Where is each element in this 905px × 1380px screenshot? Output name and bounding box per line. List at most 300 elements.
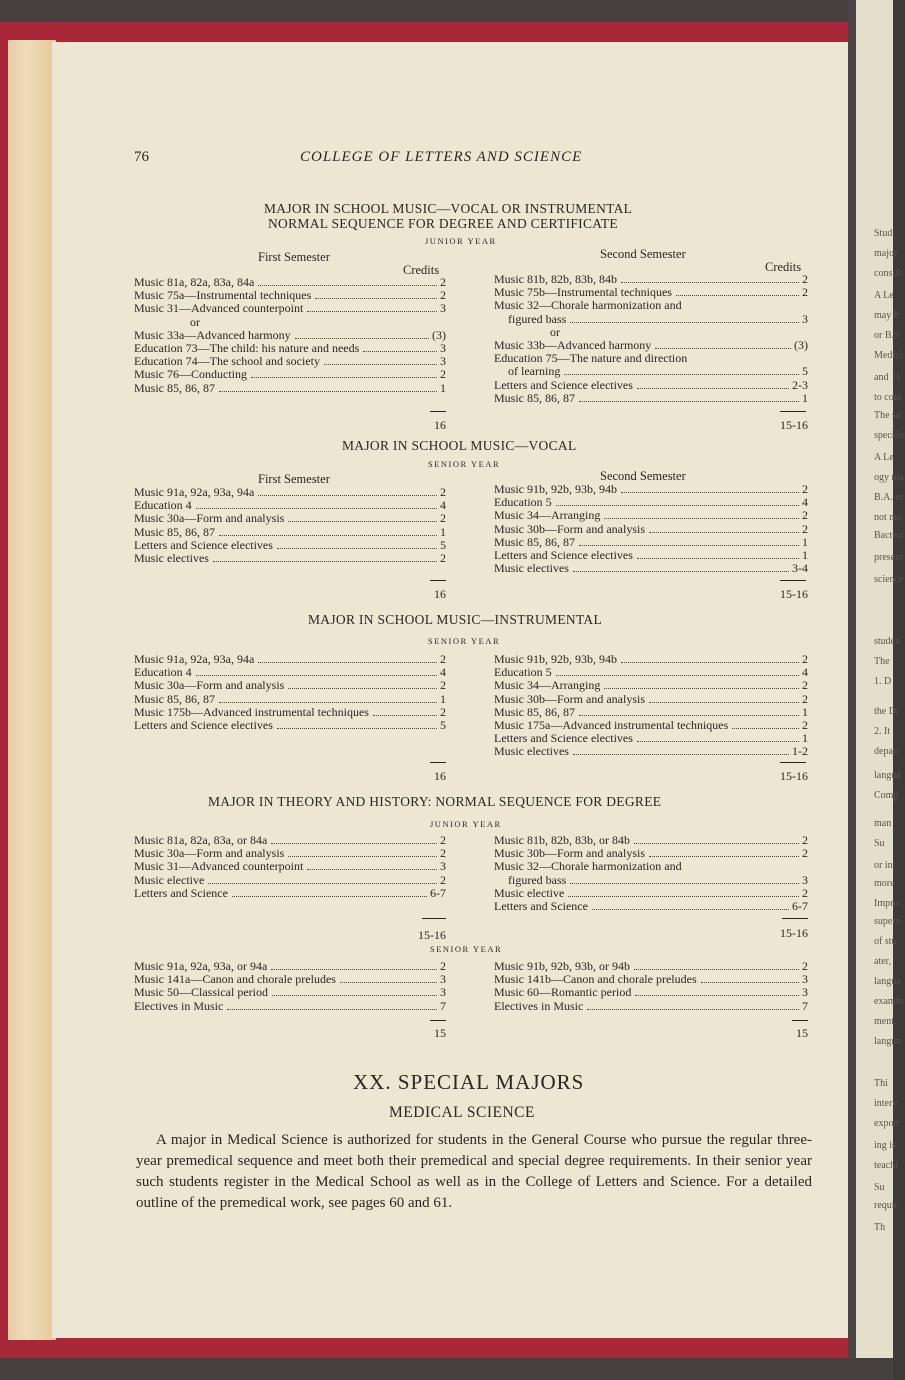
course-name: Music 76—Conducting: [134, 367, 247, 382]
course-name: of learning: [508, 364, 561, 379]
course-name: Music 91a, 92a, 93a, or 94a: [134, 959, 268, 973]
facing-page-text: A Le: [874, 452, 894, 463]
section-subtitle: NORMAL SEQUENCE FOR DEGREE AND CERTIFICATE: [268, 216, 618, 231]
course-credits: 1: [802, 731, 808, 746]
course-row: [494, 692, 808, 706]
course-name: Music 30b—Form and analysis: [494, 521, 645, 536]
course-row: [134, 275, 446, 289]
course-row: [134, 886, 446, 900]
course-credits: 2: [802, 959, 808, 973]
course-credits: 1: [802, 548, 808, 562]
course-row: [494, 705, 808, 719]
course-name: Music electives: [494, 744, 569, 759]
course-credits: 4: [802, 495, 808, 510]
course-name: figured bass: [508, 872, 567, 887]
facing-page-text: langua: [874, 770, 901, 781]
course-name: Music 30a—Form and analysis: [134, 511, 285, 526]
course-row: [134, 665, 446, 679]
dot-leader: [621, 492, 799, 493]
course-name: Music 85, 86, 87: [134, 380, 215, 395]
course-credits: 3: [440, 985, 446, 1000]
course-name: Education 5: [494, 495, 552, 510]
facing-page-text: Stud: [874, 228, 893, 239]
course-credits: 2: [802, 652, 808, 666]
course-row: [134, 301, 446, 315]
credit-total: 15-16: [780, 418, 808, 432]
course-name: Music 91b, 92b, 93b, 94b: [494, 482, 617, 496]
course-name: or: [550, 324, 560, 339]
course-row: [494, 351, 808, 365]
dot-leader: [573, 754, 789, 755]
course-credits: 1: [802, 534, 808, 549]
course-row: [508, 873, 808, 887]
course-row: [134, 833, 446, 847]
course-name: Music 33b—Advanced harmony: [494, 338, 652, 352]
facing-page-text: Su: [874, 838, 885, 849]
dot-leader: [621, 282, 799, 283]
course-name: Music 30a—Form and analysis: [134, 846, 285, 861]
course-name: Music 30b—Form and analysis: [494, 846, 645, 861]
total-rule: [430, 580, 446, 581]
facing-page-text: major: [874, 248, 898, 259]
facing-page-text: more: [874, 878, 895, 889]
course-row: [134, 511, 446, 525]
course-name: Music 31—Advanced counterpoint: [134, 859, 304, 874]
dot-leader: [288, 521, 437, 522]
course-credits: 3: [440, 354, 446, 369]
dot-leader: [579, 715, 799, 716]
course-name: Music 85, 86, 87: [494, 534, 575, 549]
course-credits: (3): [794, 338, 808, 352]
section-title: MAJOR IN SCHOOL MUSIC—VOCAL: [342, 438, 577, 453]
course-name: Music 34—Arranging: [494, 678, 601, 693]
credit-total: 15-16: [780, 769, 808, 783]
facing-page-text: Medici: [874, 350, 903, 361]
dot-leader: [634, 969, 799, 970]
subheading: MEDICAL SCIENCE: [389, 1104, 535, 1121]
year-label: SENIOR YEAR: [428, 459, 501, 469]
course-name: Music elective: [134, 872, 205, 887]
page-number: 76: [134, 149, 149, 165]
section-title: MAJOR IN THEORY AND HISTORY: NORMAL SEQUENCE FOR DEGREE: [208, 794, 662, 809]
dot-leader: [271, 843, 437, 844]
dot-leader: [732, 728, 799, 729]
course-row: [134, 718, 446, 732]
course-name: Music 30b—Form and analysis: [494, 691, 645, 706]
facing-page-text: langua: [874, 976, 901, 987]
course-row: [134, 288, 446, 302]
dot-leader: [579, 545, 799, 546]
course-row: [494, 731, 808, 745]
course-row: [494, 972, 808, 986]
course-credits: 2: [802, 718, 808, 732]
course-row: [134, 859, 446, 873]
course-name: Education 4: [134, 498, 192, 513]
facing-page-text: examin: [874, 996, 904, 1007]
course-name: Music 91a, 92a, 93a, 94a: [134, 485, 255, 499]
course-row: [494, 535, 808, 549]
dot-leader: [219, 391, 437, 392]
course-credits: 2: [440, 833, 446, 847]
facing-page-text: A Le: [874, 290, 894, 301]
dot-leader: [592, 909, 789, 910]
course-name: Music 81a, 82a, 83a, 84a: [134, 275, 255, 289]
course-credits: 2: [802, 272, 808, 286]
facing-page-text: man: [874, 818, 892, 829]
dot-leader: [232, 896, 427, 897]
course-name: Music 32—Chorale harmonization and: [494, 298, 682, 313]
dot-leader: [288, 856, 437, 857]
course-name: Music 141a—Canon and chorale preludes: [134, 972, 336, 987]
course-row: [134, 678, 446, 692]
course-credits: 6-7: [430, 885, 446, 900]
dot-leader: [277, 548, 437, 549]
semester-heading: Second Semester: [600, 469, 686, 483]
course-name: Education 5: [494, 665, 552, 680]
facing-page-text: Impro: [874, 898, 899, 909]
dot-leader: [587, 1009, 799, 1010]
facing-page-text: not mo: [874, 512, 903, 523]
running-title: COLLEGE OF LETTERS AND SCIENCE: [300, 149, 583, 165]
year-label: SENIOR YEAR: [428, 636, 501, 646]
course-row: [190, 315, 446, 329]
facing-page-text: 2. It: [874, 726, 891, 737]
course-name: figured bass: [508, 311, 567, 326]
course-row: [134, 341, 446, 355]
credit-total: 15: [434, 1026, 446, 1040]
total-rule: [780, 411, 806, 412]
dot-leader: [277, 728, 437, 729]
course-row: [550, 325, 808, 339]
body-paragraph: A major in Medical Science is authorized for students in the General Course who pursue the regular three-year premedical sequence and meet both their premedical and special degree requirements. In their senior year such students register in the Medical School as well as in the College of Letters and Science. For a detailed outline of the premedical work, see pages 60 and 61.: [136, 1132, 812, 1211]
dot-leader: [570, 883, 799, 884]
page-edges: [8, 40, 56, 1340]
book-gutter: [848, 0, 856, 1380]
dot-leader: [637, 558, 799, 559]
course-credits: 2: [440, 551, 446, 565]
credit-total: 15-16: [780, 587, 808, 601]
course-row: [134, 525, 446, 539]
course-name: Music 91b, 92b, 93b, or 94b: [494, 959, 630, 973]
course-name: Education 4: [134, 665, 192, 680]
course-credits: 2: [802, 678, 808, 693]
dot-leader: [604, 688, 799, 689]
course-row: [494, 886, 808, 900]
course-row: [494, 833, 808, 847]
course-row: [494, 548, 808, 562]
section-title: MAJOR IN SCHOOL MUSIC—VOCAL OR INSTRUMENTAL: [264, 201, 633, 216]
course-credits: 4: [802, 665, 808, 680]
total-rule: [430, 1020, 446, 1021]
course-name: Music 50—Classical period: [134, 985, 268, 1000]
course-name: Music 85, 86, 87: [134, 524, 215, 539]
course-name: Music 141b—Canon and chorale preludes: [494, 972, 697, 987]
credit-total: 15-16: [780, 926, 808, 940]
facing-page-text: may b: [874, 310, 899, 321]
course-credits: 2: [440, 872, 446, 887]
dot-leader: [363, 351, 437, 352]
course-credits: 6-7: [792, 899, 808, 913]
course-credits: 5: [440, 537, 446, 552]
course-row: [494, 495, 808, 509]
course-credits: 3: [440, 341, 446, 355]
course-credits: 2: [440, 367, 446, 382]
course-name: Music 85, 86, 87: [494, 390, 575, 405]
dot-leader: [219, 535, 437, 536]
course-row: [508, 364, 808, 378]
semester-heading: First Semester: [258, 472, 330, 486]
course-credits: 5: [440, 718, 446, 732]
course-credits: 3: [802, 872, 808, 887]
course-row: [134, 551, 446, 565]
course-credits: 2: [802, 833, 808, 847]
facing-page-text: or in: [874, 860, 893, 871]
course-credits: 2: [440, 275, 446, 289]
course-credits: 2: [440, 511, 446, 526]
dot-leader: [373, 715, 437, 716]
course-row: [494, 391, 808, 405]
facing-page-text: science: [874, 574, 904, 585]
dot-leader: [604, 518, 799, 519]
course-credits: 7: [440, 998, 446, 1013]
section-title: MAJOR IN SCHOOL MUSIC—INSTRUMENTAL: [308, 612, 603, 627]
dot-leader: [676, 295, 799, 296]
course-row: [134, 485, 446, 499]
course-row: [134, 328, 446, 342]
course-row: [494, 999, 808, 1013]
course-row: [494, 652, 808, 666]
facing-page-text: ogy ma: [874, 472, 904, 483]
dot-leader: [568, 896, 799, 897]
dot-leader: [258, 285, 437, 286]
course-row: [494, 718, 808, 732]
course-name: Music 32—Chorale harmonization and: [494, 859, 682, 874]
dot-leader: [271, 969, 437, 970]
dot-leader: [655, 348, 791, 349]
dot-leader: [637, 741, 799, 742]
course-row: [494, 522, 808, 536]
total-rule: [780, 580, 806, 581]
course-credits: 1-2: [792, 744, 808, 759]
semester-heading: Second Semester: [600, 247, 686, 261]
course-row: [494, 285, 808, 299]
course-name: Music electives: [494, 561, 569, 576]
bottom-background: [0, 1358, 893, 1380]
facing-page-text: Thi: [874, 1078, 888, 1089]
course-row: [134, 846, 446, 860]
dot-leader: [258, 495, 437, 496]
facing-page-text: studen: [874, 636, 901, 647]
course-name: Music 91a, 92a, 93a, 94a: [134, 652, 255, 666]
course-name: Music 31—Advanced counterpoint: [134, 301, 304, 316]
course-credits: 1: [802, 390, 808, 405]
semester-heading: First Semester: [258, 250, 330, 264]
course-credits: 2: [802, 691, 808, 706]
course-credits: 2: [440, 846, 446, 861]
credit-total: 15: [796, 1026, 808, 1040]
course-row: [494, 298, 808, 312]
course-row: [494, 338, 808, 352]
course-row: [494, 508, 808, 522]
credit-total: 16: [434, 587, 446, 601]
course-name: Education 74—The school and society: [134, 354, 320, 369]
course-row: [134, 538, 446, 552]
course-row: [134, 873, 446, 887]
facing-page-text: interv: [874, 1098, 898, 1109]
course-name: Music 75a—Instrumental techniques: [134, 288, 312, 303]
course-row: [508, 312, 808, 326]
course-name: Letters and Science: [494, 899, 588, 913]
course-name: Letters and Science: [134, 885, 228, 900]
course-name: Electives in Music: [494, 998, 584, 1013]
top-background: [0, 0, 893, 22]
facing-page-text: langua: [874, 1036, 901, 1047]
course-credits: 2: [802, 885, 808, 900]
course-name: Education 73—The child: his nature and needs: [134, 341, 360, 355]
year-label: JUNIOR YEAR: [430, 819, 502, 829]
facing-page-text: ment.: [874, 1016, 897, 1027]
facing-page-text: Th: [874, 1222, 886, 1233]
dot-leader: [649, 532, 799, 533]
course-row: [134, 381, 446, 395]
course-name: Letters and Science electives: [494, 377, 633, 392]
year-label: JUNIOR YEAR: [425, 236, 497, 246]
course-row: [494, 899, 808, 913]
dot-leader: [307, 311, 437, 312]
credits-heading: Credits: [403, 263, 440, 277]
course-row: [494, 272, 808, 286]
course-row: [134, 367, 446, 381]
facing-page-text: The sa: [874, 410, 901, 421]
facing-page-text: the Di: [874, 706, 899, 717]
dot-leader: [556, 505, 799, 506]
course-credits: 2: [440, 288, 446, 303]
dot-leader: [340, 982, 437, 983]
course-name: Music 175b—Advanced instrumental techniques: [134, 704, 369, 719]
facing-page-text: Comp: [874, 790, 899, 801]
course-row: [134, 985, 446, 999]
course-credits: 2: [440, 485, 446, 499]
course-credits: 1: [802, 704, 808, 719]
course-row: [494, 859, 808, 873]
dot-leader: [307, 869, 437, 870]
facing-page-text: ing is: [874, 1140, 896, 1151]
course-row: [494, 378, 808, 392]
dot-leader: [295, 338, 429, 339]
course-row: [134, 999, 446, 1013]
course-credits: 3: [440, 859, 446, 874]
course-row: [134, 692, 446, 706]
dot-leader: [634, 843, 799, 844]
course-name: Music 60—Romantic period: [494, 985, 632, 1000]
course-credits: 7: [802, 998, 808, 1013]
course-credits: 2: [802, 285, 808, 300]
facing-page-text: ater,: [874, 956, 892, 967]
credit-total: 16: [434, 418, 446, 432]
course-name: Music 34—Arranging: [494, 508, 601, 523]
course-row: [494, 665, 808, 679]
course-credits: 3: [440, 301, 446, 316]
course-row: [134, 498, 446, 512]
course-name: Music 33a—Advanced harmony: [134, 327, 291, 342]
course-row: [134, 354, 446, 368]
course-name: Music 75b—Instrumental techniques: [494, 285, 672, 300]
course-name: Music 30a—Form and analysis: [134, 678, 285, 693]
course-name: Music 81b, 82b, 83b, 84b: [494, 272, 617, 286]
course-row: [134, 705, 446, 719]
dot-leader: [570, 322, 799, 323]
course-row: [134, 652, 446, 666]
total-rule: [792, 1020, 808, 1021]
dot-leader: [196, 508, 437, 509]
facing-page-text: of stu: [874, 936, 897, 947]
course-credits: 2: [440, 652, 446, 666]
facing-page-text: depart: [874, 746, 899, 757]
facing-page-text: or B.S: [874, 330, 900, 341]
course-row: [494, 985, 808, 999]
total-rule: [430, 762, 446, 763]
facing-page-text: present: [874, 552, 903, 563]
course-name: or: [190, 314, 200, 329]
course-name: Letters and Science electives: [134, 718, 273, 732]
dot-leader: [649, 702, 799, 703]
course-name: Music 175a—Advanced instrumental techniques: [494, 718, 729, 732]
course-credits: 1: [440, 380, 446, 395]
course-name: Electives in Music: [134, 998, 224, 1013]
course-row: [494, 678, 808, 692]
dot-leader: [621, 662, 799, 663]
dot-leader: [324, 364, 437, 365]
course-credits: 2: [802, 846, 808, 861]
course-row: [134, 959, 446, 973]
course-credits: 4: [440, 498, 446, 513]
total-rule: [422, 918, 446, 919]
dot-leader: [208, 883, 437, 884]
dot-leader: [649, 856, 799, 857]
course-name: Music elective: [494, 885, 565, 900]
dot-leader: [196, 675, 437, 676]
course-name: Music 91b, 92b, 93b, 94b: [494, 652, 617, 666]
year-label: SENIOR YEAR: [430, 944, 503, 954]
course-row: [494, 959, 808, 973]
dot-leader: [579, 401, 799, 402]
course-name: Education 75—The nature and direction: [494, 351, 688, 366]
course-credits: 2: [440, 678, 446, 693]
course-credits: 2: [802, 508, 808, 523]
facing-page-text: The: [874, 656, 890, 667]
course-credits: 5: [802, 364, 808, 379]
total-rule: [430, 411, 446, 412]
facing-page-text: export: [874, 1118, 900, 1129]
dot-leader: [573, 571, 789, 572]
course-credits: 4: [440, 665, 446, 680]
dot-leader: [258, 662, 437, 663]
course-credits: 2: [440, 959, 446, 973]
facing-page-text: and 11: [874, 372, 901, 383]
facing-page-text: specifie: [874, 430, 905, 441]
dot-leader: [635, 995, 799, 996]
course-name: Music electives: [134, 551, 209, 565]
dot-leader: [564, 374, 799, 375]
course-row: [134, 972, 446, 986]
course-credits: 2: [802, 521, 808, 536]
facing-page-text: requir: [874, 1200, 898, 1211]
dot-leader: [637, 388, 789, 389]
facing-page-text: superv: [874, 916, 901, 927]
facing-page-text: B.A. or: [874, 492, 904, 503]
course-name: Letters and Science electives: [494, 731, 633, 746]
course-credits: 2: [802, 482, 808, 496]
